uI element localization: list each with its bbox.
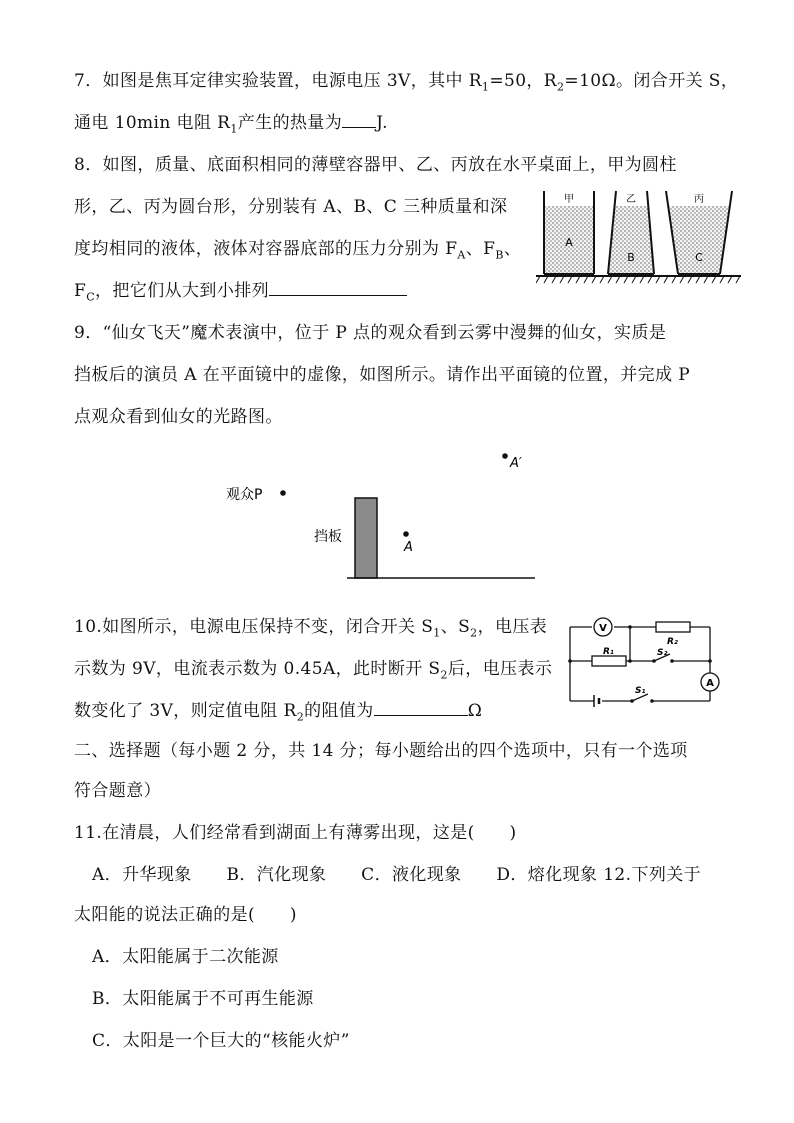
resistor-r2	[656, 622, 690, 632]
section2-text-1: 二、选择题（每小题 2 分，共 14 分；每小题给出的四个选项中，只有一个选项	[74, 741, 688, 761]
q10-line2	[74, 654, 552, 681]
label-r2: R₂	[667, 637, 678, 647]
q10-text-1a: 10.如图所示，电源电压保持不变，闭合开关 S	[74, 617, 434, 637]
q10-text-3a: 数变化了 3V，则定值电阻 R	[74, 701, 297, 721]
q9-line1	[74, 318, 666, 343]
q9-line3	[74, 402, 283, 427]
q10-unit: Ω	[467, 701, 483, 721]
table-hatching	[536, 276, 740, 283]
q10-line1	[74, 612, 547, 639]
label-liquid-c: C	[695, 251, 703, 264]
q8-answer-blank[interactable]	[269, 281, 407, 296]
q12-stem	[74, 900, 297, 925]
q8-line4	[74, 276, 407, 303]
point-a-image	[502, 453, 508, 459]
q11-text-options: A．升华现象 B．汽化现象 C．液化现象 D．熔化现象 12.下列关于	[92, 865, 702, 885]
label-s2: S₂	[657, 648, 668, 658]
container-yi	[608, 191, 654, 274]
q8-text-1: 8．如图，质量、底面积相同的薄壁容器甲、乙、丙放在水平桌面上，甲为圆柱	[74, 155, 677, 175]
q8-line1	[74, 150, 677, 175]
q9-line2	[74, 360, 690, 385]
point-p	[280, 490, 286, 496]
q8-text-3a: 度均相同的液体，液体对容器底部的压力分别为 F	[74, 239, 458, 259]
q8-text-3c: 、	[503, 239, 522, 259]
q7-sub-r1b: 1	[230, 122, 238, 136]
q7-line1	[74, 66, 738, 93]
q10-text-1b: 、S	[440, 617, 471, 637]
q7-text-c: =10Ω。闭合开关 S，	[564, 71, 739, 91]
section2-line2	[74, 776, 161, 801]
q12-option-a[interactable]	[92, 942, 279, 967]
label-bing: 丙	[694, 194, 704, 205]
q11-options[interactable]	[92, 860, 701, 885]
q10-answer-blank[interactable]	[374, 701, 468, 716]
q7-text-d: 通电 10min 电阻 R	[74, 113, 231, 133]
label-liquid-b: B	[627, 251, 635, 264]
q11-stem	[74, 818, 517, 843]
label-ammeter: A	[706, 678, 714, 689]
container-jia	[544, 191, 594, 274]
q9-text-2: 挡板后的演员 A 在平面镜中的虚像，如图所示。请作出平面镜的位置，并完成 P	[74, 365, 691, 385]
q12-option-c[interactable]	[92, 1026, 350, 1051]
label-baffle: 挡板	[314, 529, 342, 545]
label-a: A	[404, 540, 413, 555]
point-a	[403, 531, 409, 537]
label-s1: S₁	[635, 686, 646, 696]
section2-line1	[74, 736, 688, 761]
q12-option-b-label: B．太阳能属于不可再生能源	[92, 989, 314, 1009]
q7-text-f: J.	[376, 113, 388, 133]
q12-option-a-label: A．太阳能属于二次能源	[92, 947, 279, 967]
q10-line3	[74, 696, 482, 723]
label-r1: R₁	[603, 647, 614, 657]
q10-sub-s2: 2	[470, 626, 478, 640]
q10-text-1c: ，电压表	[477, 617, 548, 637]
q12-option-c-label: C．太阳是一个巨大的“核能火炉”	[92, 1031, 350, 1051]
q8-text-2: 形，乙、丙为圆台形，分别装有 A、B、C 三种质量和深	[74, 197, 508, 217]
label-jia: 甲	[564, 194, 574, 205]
q7-text-a: 7．如图是焦耳定律实验装置，电源电压 3V，其中 R	[74, 71, 482, 91]
q10-text-2b: 后，电压表示	[447, 659, 553, 679]
label-voltmeter: V	[599, 623, 607, 634]
q12-option-b[interactable]	[92, 984, 314, 1009]
q9-text-1: 9．“仙女飞天”魔术表演中，位于 P 点的观众看到云雾中漫舞的仙女，实质是	[74, 323, 667, 343]
q8-text-3b: 、F	[465, 239, 496, 259]
q10-sub-r2: 2	[296, 710, 305, 724]
q8-line2	[74, 192, 507, 217]
q10-text-3b: 的阻值为	[304, 701, 374, 721]
q8-containers-figure	[536, 186, 741, 286]
q9-text-3: 点观众看到仙女的光路图。	[74, 407, 283, 427]
q7-answer-blank[interactable]	[342, 113, 376, 128]
q8-text-4a: F	[74, 281, 87, 301]
container-bing	[666, 191, 732, 274]
q7-sub-r1: 1	[481, 80, 490, 94]
q10-sub-s2b: 2	[440, 668, 448, 682]
label-liquid-a: A	[565, 236, 573, 249]
label-a-image: A′	[510, 456, 522, 471]
label-viewer-p: 观众P	[226, 487, 263, 503]
q8-text-4b: ，把它们从大到小排列	[95, 281, 270, 301]
baffle-board	[355, 498, 377, 578]
resistor-r1	[592, 656, 626, 666]
label-yi: 乙	[626, 194, 636, 205]
q10-circuit-figure	[566, 617, 722, 709]
q8-sub-b: B	[495, 248, 504, 262]
q7-line2	[74, 108, 388, 135]
q7-sub-r2: 2	[557, 80, 565, 94]
q12-text-stem: 太阳能的说法正确的是( )	[74, 905, 297, 925]
q9-mirror-figure	[210, 445, 550, 585]
q10-text-2a: 示数为 9V，电流表示数为 0.45A，此时断开 S	[74, 659, 441, 679]
q11-text-stem: 11.在清晨，人们经常看到湖面上有薄雾出现，这是( )	[74, 823, 517, 843]
q10-sub-s1: 1	[433, 626, 441, 640]
q8-sub-c: C	[86, 290, 96, 304]
q7-text-b: =50，R	[489, 71, 558, 91]
section2-text-2: 符合题意）	[74, 781, 161, 801]
q8-sub-a: A	[457, 248, 466, 262]
q7-text-e: 产生的热量为	[237, 113, 343, 133]
q8-line3	[74, 234, 521, 261]
